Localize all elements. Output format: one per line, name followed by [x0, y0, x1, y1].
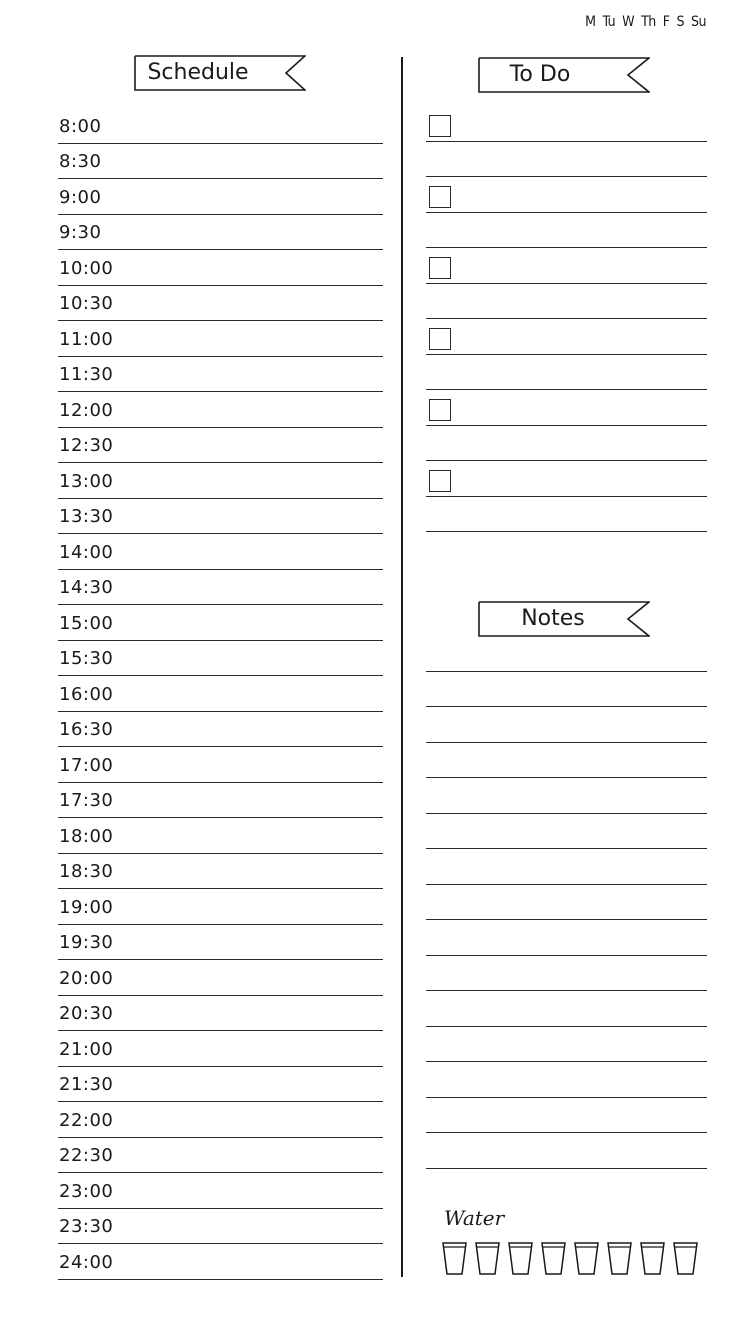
time-label: 14:30 [59, 577, 114, 598]
time-label: 18:30 [59, 861, 114, 882]
schedule-list [58, 108, 383, 1280]
notes-line[interactable] [426, 636, 707, 672]
notes-line[interactable] [426, 849, 707, 885]
schedule-row[interactable] [58, 534, 383, 570]
time-label: 21:30 [59, 1074, 114, 1095]
time-label: 8:00 [59, 115, 102, 137]
schedule-row[interactable] [58, 1067, 383, 1103]
weekday-th[interactable]: Th [641, 14, 656, 30]
water-cup-icon[interactable] [573, 1240, 600, 1276]
schedule-row[interactable] [58, 1031, 383, 1067]
schedule-row[interactable] [58, 108, 383, 144]
weekday-selector [585, 14, 706, 30]
notes-banner [478, 601, 650, 637]
weekday-s[interactable]: S [676, 14, 685, 30]
notes-line[interactable] [426, 956, 707, 992]
todo-banner [478, 57, 650, 93]
todo-checkbox[interactable] [429, 470, 451, 492]
schedule-row[interactable] [58, 747, 383, 783]
schedule-row[interactable] [58, 605, 383, 641]
schedule-row[interactable] [58, 1209, 383, 1245]
weekday-su[interactable]: Su [691, 14, 706, 30]
schedule-row[interactable] [58, 392, 383, 428]
notes-line[interactable] [426, 672, 707, 708]
todo-line[interactable] [426, 355, 707, 391]
todo-line[interactable] [426, 284, 707, 320]
todo-line[interactable] [426, 461, 707, 497]
schedule-row[interactable] [58, 321, 383, 357]
time-label: 16:00 [59, 683, 114, 705]
notes-line[interactable] [426, 814, 707, 850]
time-label: 13:00 [59, 470, 114, 492]
todo-title: To Do [509, 62, 571, 87]
time-label: 17:30 [59, 790, 114, 811]
notes-line[interactable] [426, 778, 707, 814]
weekday-tu[interactable]: Tu [602, 14, 616, 30]
notes-line[interactable] [426, 1062, 707, 1098]
schedule-row[interactable] [58, 499, 383, 535]
todo-list [426, 106, 707, 532]
notes-line[interactable] [426, 743, 707, 779]
time-label: 9:30 [59, 222, 102, 243]
time-label: 8:30 [59, 151, 102, 172]
schedule-row[interactable] [58, 925, 383, 961]
schedule-row[interactable] [58, 854, 383, 890]
schedule-row[interactable] [58, 960, 383, 996]
schedule-row[interactable] [58, 996, 383, 1032]
weekday-m[interactable]: M [585, 14, 596, 30]
time-label: 10:30 [59, 293, 114, 314]
schedule-row[interactable] [58, 215, 383, 251]
time-label: 11:30 [59, 364, 114, 385]
todo-line[interactable] [426, 106, 707, 142]
todo-checkbox[interactable] [429, 257, 451, 279]
todo-line[interactable] [426, 248, 707, 284]
weekday-w[interactable]: W [622, 14, 635, 30]
time-label: 18:00 [59, 825, 114, 847]
time-label: 12:30 [59, 435, 114, 456]
notes-title: Notes [521, 606, 585, 631]
schedule-row[interactable] [58, 1138, 383, 1174]
time-label: 13:30 [59, 506, 114, 527]
water-cup-icon[interactable] [540, 1240, 567, 1276]
notes-line[interactable] [426, 1133, 707, 1169]
schedule-row[interactable] [58, 889, 383, 925]
schedule-row[interactable] [58, 641, 383, 677]
todo-line[interactable] [426, 390, 707, 426]
water-cup-icon[interactable] [606, 1240, 633, 1276]
todo-line[interactable] [426, 497, 707, 533]
schedule-row[interactable] [58, 712, 383, 748]
water-cup-icon[interactable] [474, 1240, 501, 1276]
weekday-f[interactable]: F [662, 14, 670, 30]
notes-line[interactable] [426, 707, 707, 743]
schedule-row[interactable] [58, 463, 383, 499]
time-label: 24:00 [59, 1251, 114, 1273]
schedule-row[interactable] [58, 1102, 383, 1138]
notes-line[interactable] [426, 1027, 707, 1063]
time-label: 22:00 [59, 1109, 114, 1131]
schedule-row[interactable] [58, 428, 383, 464]
schedule-row[interactable] [58, 357, 383, 393]
notes-line[interactable] [426, 920, 707, 956]
todo-checkbox[interactable] [429, 186, 451, 208]
schedule-title: Schedule [147, 60, 249, 85]
time-label: 20:00 [59, 967, 114, 989]
schedule-row[interactable] [58, 179, 383, 215]
schedule-row[interactable] [58, 1173, 383, 1209]
time-label: 14:00 [59, 541, 114, 563]
water-cup-icon[interactable] [507, 1240, 534, 1276]
time-label: 16:30 [59, 719, 114, 740]
time-label: 23:30 [59, 1216, 114, 1237]
schedule-banner [134, 55, 306, 91]
time-label: 10:00 [59, 257, 114, 279]
todo-checkbox[interactable] [429, 328, 451, 350]
schedule-row[interactable] [58, 570, 383, 606]
todo-line[interactable] [426, 426, 707, 462]
schedule-row[interactable] [58, 676, 383, 712]
time-label: 9:00 [59, 186, 102, 208]
notes-line[interactable] [426, 885, 707, 921]
todo-line[interactable] [426, 319, 707, 355]
water-tracker [441, 1240, 699, 1276]
time-label: 15:00 [59, 612, 114, 634]
schedule-row[interactable] [58, 286, 383, 322]
time-label: 19:30 [59, 932, 114, 953]
water-cup-icon[interactable] [672, 1240, 699, 1276]
schedule-row[interactable] [58, 818, 383, 854]
schedule-row[interactable] [58, 250, 383, 286]
time-label: 12:00 [59, 399, 114, 421]
time-label: 17:00 [59, 754, 114, 776]
todo-line[interactable] [426, 177, 707, 213]
todo-checkbox[interactable] [429, 399, 451, 421]
notes-line[interactable] [426, 1098, 707, 1134]
schedule-row[interactable] [58, 1244, 383, 1280]
water-label: Water [444, 1206, 505, 1230]
todo-line[interactable] [426, 142, 707, 178]
time-label: 11:00 [59, 328, 114, 350]
time-label: 23:00 [59, 1180, 114, 1202]
water-cup-icon[interactable] [441, 1240, 468, 1276]
time-label: 22:30 [59, 1145, 114, 1166]
notes-lines [426, 636, 707, 1169]
schedule-row[interactable] [58, 783, 383, 819]
time-label: 20:30 [59, 1003, 114, 1024]
schedule-row[interactable] [58, 144, 383, 180]
todo-checkbox[interactable] [429, 115, 451, 137]
time-label: 21:00 [59, 1038, 114, 1060]
time-label: 19:00 [59, 896, 114, 918]
notes-line[interactable] [426, 991, 707, 1027]
water-cup-icon[interactable] [639, 1240, 666, 1276]
time-label: 15:30 [59, 648, 114, 669]
todo-line[interactable] [426, 213, 707, 249]
column-divider [401, 57, 403, 1277]
